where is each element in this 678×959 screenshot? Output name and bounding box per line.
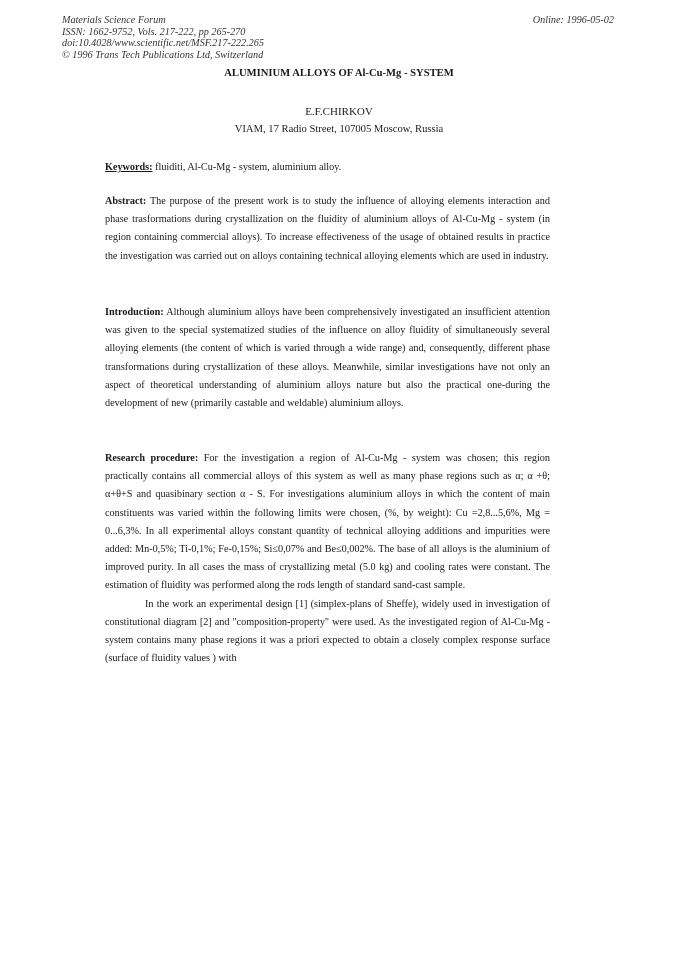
introduction-label: Introduction: [105, 307, 164, 318]
author-name: E.F.CHIRKOV [305, 106, 373, 118]
abstract-section [105, 193, 550, 266]
research-label: Research procedure: [105, 453, 199, 464]
abstract-label: Abstract: [105, 196, 147, 207]
introduction-text: Although aluminium alloys have been comprehensively investigated an insufficient attention was given to the special systematized studies of the influence on alloy fluidity of simultaneously several alloying elements (the content of which is varied through a wide range) and, consequently, different phase transformations during crystallization of these alloys. Meanwhile, similar investigations have not only an aspect of theoretical understanding of aluminium alloys nature but also the practical one-during the development of new (primarily castable and weldable) aluminium alloys. [105, 307, 550, 410]
abstract-text: The purpose of the present work is to study the influence of alloying elements interaction and phase trasformations during crystallization on the fluidity of aluminium alloys of Al-Cu-Mg - system (in region containing commercial alloys). To increase effectiveness of the usage of obtained results in practice the investigation was carried out on alloys containing technical alloying elements which are used in industry. [105, 196, 550, 262]
copyright-line: © 1996 Trans Tech Publications Ltd, Switzerland [62, 49, 264, 61]
publication-info [62, 15, 392, 61]
introduction-section [105, 304, 550, 413]
keywords-label: Keywords: [105, 162, 153, 173]
research-text: For the investigation a region of Al-Cu-Mg - system was chosen; this region practically contains all commercial alloys of this system as well as many phase regions such as α; α +θ; α+θ+S and quasibinary section α - S. For investigations aluminium alloys in which the content of main constituents was varied within the following limits were chosen, (%, by weight): Cu =2,8...5,6%, Mg = 0...6,3%. In all experimental alloys constant quantity of technical alloying additions and impurities were added: Mn-0,5%; Ti-0,1%; Fe-0,15%; Si≤0,07% and Be≤0,002%. The base of all alloys is the aluminium of improved purity. In all cases the mass of crystallizing metal (5.0 kg) and cooling rates were constant. The estimation of fluidity was performed along the rods length of standard sand-cast sample. [105, 453, 550, 592]
research-paragraph-2: In the work an experimental design [1] (simplex-plans of Sheffe), widely used in investigation of constitutional diagram [2] and "composition-property" were used. As the investigated region of Al-Cu-Mg - system contains many phase regions it was a priori expected to obtain a closely complex response surface (surface of fluidity values ) with [105, 598, 550, 665]
paper-title: ALUMINIUM ALLOYS OF Al-Cu-Mg - SYSTEM [224, 68, 454, 79]
author-affiliation: VIAM, 17 Radio Street, 107005 Moscow, Russia [234, 124, 444, 135]
keywords-section [105, 159, 550, 177]
issn-line: ISSN: 1662-9752, Vols. 217-222, pp 265-270 [62, 26, 246, 38]
online-date: Online: 1996-05-02 [532, 15, 614, 26]
keywords-text: fluiditi, Al-Cu-Mg - system, aluminium alloy. [152, 162, 342, 173]
research-procedure-section [105, 450, 550, 668]
doi-line: doi:10.4028/www.scientific.net/MSF.217-222.265 [62, 38, 264, 50]
journal-name: Materials Science Forum [62, 15, 166, 26]
